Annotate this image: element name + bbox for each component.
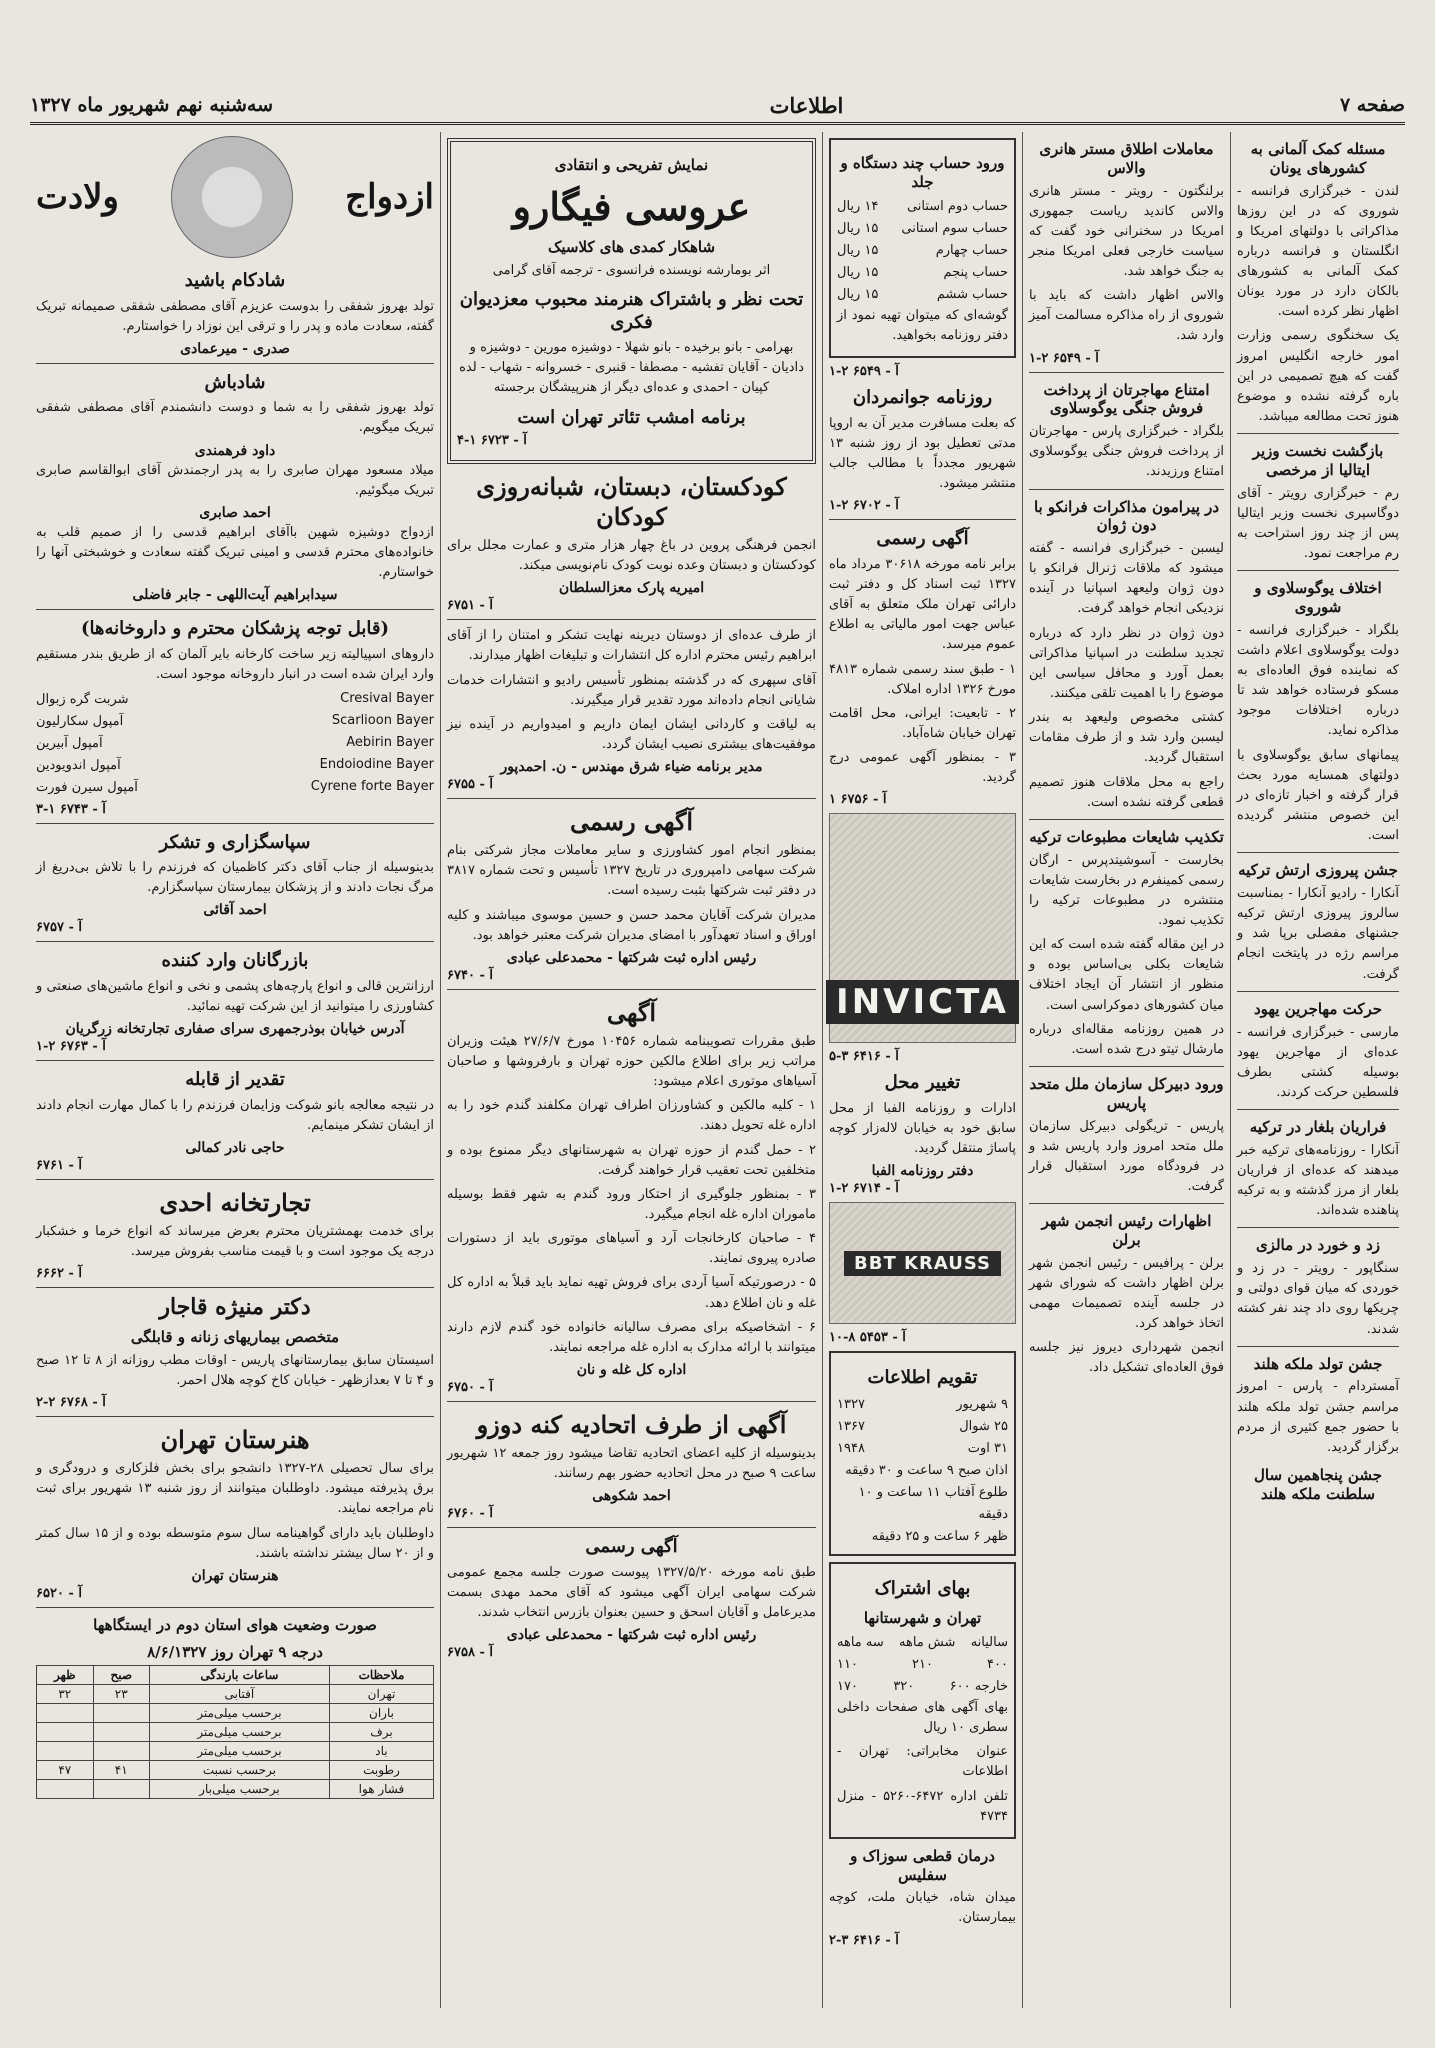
play-subtitle: شاهکار کمدی های کلاسیک [547, 238, 716, 257]
divider [1237, 991, 1399, 992]
calendar-text: ۳۱ اوت [967, 1440, 1008, 1456]
headline: در پیرامون مذاکرات فرانکو با دون ژوان [1033, 497, 1220, 535]
ad-topline: نمایش تفریحی و انتقادی [554, 156, 709, 174]
address: عنوان مخابراتی: تهران - اطلاعات [837, 1744, 1008, 1780]
headline: مسئله کمک آلمانی به کشورهای یونان [1250, 140, 1386, 177]
medicine-latin: Scarlioon Bayer [331, 713, 434, 729]
headline: تقویم اطلاعات [867, 1367, 978, 1389]
column-5 [30, 132, 440, 2008]
divider [1237, 1346, 1399, 1347]
divider [36, 1287, 434, 1288]
phone: تلفن اداره ۶۴۷۲-۵۲۶۰ - منزل ۴۷۳۴ [837, 1788, 1008, 1824]
article-text: راجع به محل ملاقات هنوز تصمیم قطعی گرفته نشده است. [1029, 774, 1224, 810]
medicine-row [36, 689, 434, 711]
article-text: بلگراد - خبرگزاری پارس - مهاجرتان از پرداخت فروش جنگی یوگوسلاوی امتناع ورزیدند. [1029, 424, 1224, 480]
article-text: در همین روزنامه مقاله‌ای درباره مارشال تیتو درج شده است. [1029, 1021, 1224, 1057]
ad-code: آ - ۶۴۱۶ ۳-۵ [829, 1049, 899, 1065]
signature: صدری - میرعمادی [180, 340, 290, 357]
headline: جشن تولد ملکه هلند [1253, 1354, 1383, 1373]
price-value: ۱۵ ریال [837, 242, 879, 258]
sub-cell: ۱۱۰ [837, 1656, 858, 1672]
sub-col: سالیانه [970, 1634, 1008, 1650]
article-text: بمنظور انجام امور کشاورزی و سایر معاملات مجاز شرکتی بنام شرکت سهامی دامپروری در تاریخ ۱۳۲۷ تأسیس و تحت شماره ۳۸۱۷ در دفتر ثبت شرکتها بثبت رسیده است. [447, 843, 817, 899]
article-text: آنکارا - رادیو آنکارا - بمناسبت سالروز پیروزی ارتش ترکیه جشنهای مفصلی برپا شد و مراسم رژه در پایتخت انجام گرفت. [1237, 886, 1399, 982]
weather-cell [93, 1723, 149, 1742]
medicine-row [36, 711, 434, 733]
calendar-row [837, 1438, 1008, 1460]
signature: رئیس اداره ثبت شرکتها - محمدعلی عبادی [506, 1627, 757, 1644]
headline: آگهی [606, 997, 657, 1027]
headline: بازرگانان وارد کننده [161, 950, 309, 972]
signature: اداره کل غله و نان [576, 1362, 687, 1378]
article-text: مدیران شرکت آقایان محمد حسن و حسین موسوی میباشند و کلیه اوراق و اسناد تعهدآور با امضای مدیران شرکت معتبر خواهد بود. [447, 907, 816, 943]
subscription-row [837, 1676, 1008, 1698]
ad-text: اثر بومارشه نویسنده فرانسوی - ترجمه آقای گرامی [492, 263, 771, 278]
article-text: بهای آگهی های صفحات داخلی سطری ۱۰ ریال [837, 1699, 1008, 1736]
headline: حرکت مهاجرین یهود [1253, 999, 1383, 1018]
ad-code: آ - ۶۷۵۶ ۱ [829, 792, 887, 808]
divider [36, 609, 434, 610]
calendar-year: ۱۳۲۷ [837, 1396, 865, 1412]
medicine-persian: آمپول اندویودین [36, 758, 121, 774]
ad-code: آ - ۶۶۶۲ [36, 1266, 82, 1282]
weather-cell [37, 1780, 94, 1799]
birth-title: ولادت [36, 177, 119, 217]
divider [36, 363, 434, 364]
medicine-latin: Cyrene forte Bayer [310, 779, 434, 795]
calendar-text: اذان صبح ۹ ساعت و ۳۰ دقیقه [845, 1463, 1008, 1479]
page-number: صفحه ۷ [1339, 94, 1405, 116]
doctor-specialty: متخصص بیماریهای زنانه و قابلگی [130, 1328, 340, 1347]
price-value: ۱۵ ریال [837, 264, 879, 280]
weather-cell: برف [329, 1723, 433, 1742]
headline: درمان قطعی سوزاک و سفلیس [850, 1846, 995, 1884]
article-text: مارسی - خبرگزاری فرانسه - عده‌ای از مهاجرین یهود بوسیله کشتی بطرف فلسطین حرکت کردند. [1237, 1024, 1399, 1100]
weather-cell: برحسب میلی‌متر [149, 1704, 329, 1723]
price-box [829, 138, 1016, 358]
article-text: والاس اظهار داشت که باید با شوروی از راه مذاکره مسالمت آمیز وارد شد. [1029, 288, 1224, 344]
wedding-birth-banner [36, 132, 434, 262]
headline: (قابل توجه پزشکان محترم و داروخانه‌ها) [81, 618, 389, 640]
weather-cell [93, 1704, 149, 1723]
article-text: آقای سپهری که در گذشته بمنظور تأسیس رادیو و انتشارات خدمات شایانی انجام داده‌اند مورد تقدیر قرار میگیرند. [447, 672, 816, 708]
article-text: آمستردام - پارس - امروز مراسم جشن تولد ملکه هلند با حضور جمع کثیری از مردم برگزار گردید. [1237, 1379, 1399, 1455]
weather-col: ظهر [37, 1666, 94, 1685]
article-text: از طرف عده‌ای از دوستان دیرینه نهایت تشکر و امتنان را از آقای ابراهیم رئیس محترم اداره کل انتشارات و تبلیغات اظهار میدارند. [447, 628, 816, 664]
calendar-row [837, 1482, 1008, 1526]
couple-illustration [171, 136, 293, 258]
weather-cell: باد [329, 1742, 433, 1761]
weather-row [37, 1742, 434, 1761]
weather-col: ملاحظات [329, 1666, 433, 1685]
article-text: ۳ - بمنظور جلوگیری از احتکار ورود گندم به شهر فقط بوسیله ماموران اداره غله انجام میگیرد. [447, 1186, 816, 1223]
headline: امتناع مهاجرتان از پرداخت فروش جنگی یوگوسلاوی [1043, 380, 1210, 418]
divider [36, 1060, 434, 1061]
weather-row [37, 1685, 434, 1704]
article-text: گوشه‌ای که میتوان تهیه نمود از دفتر روزنامه بخواهید. [837, 307, 1008, 344]
headline: آگهی از طرف اتحادیه کنه دوزو [476, 1410, 787, 1439]
weather-cell: برحسب میلی‌بار [149, 1780, 329, 1799]
signature: داود فرهمندی [194, 442, 276, 459]
article-text: برابر نامه مورخه ۳۰۶۱۸ مرداد ماه ۱۳۲۷ ثبت اسناد کل و دفتر ثبت دارائی تهران ملک متعلق به آقای عباس جهت امور مالیاتی به اطلاع عموم میرسد. [829, 556, 1016, 653]
article-text: ۱ - طبق سند رسمی شماره ۴۸۱۳ مورخ ۱۳۲۶ اداره املاک. [829, 661, 1016, 697]
article-text: برای خدمت بهمشتریان محترم بعرض میرساند که انواع خرما و خشکبار درجه یک موجود است و با قیمت مناسب بفروش میرسد. [36, 1223, 434, 1259]
ad-code: آ - ۶۵۲۰ [36, 1585, 82, 1601]
headline: ورود دبیرکل سازمان ملل متحد پاریس [1029, 1075, 1224, 1112]
ad-code: آ - ۶۷۵۰ [447, 1380, 493, 1395]
medicine-row [36, 733, 434, 755]
ad-code: آ - ۶۷۲۳ ۱-۴ [457, 433, 527, 449]
medicine-persian: شربت گره زبوال [36, 692, 129, 708]
sub-cell: خارجه ۶۰۰ [949, 1678, 1008, 1694]
sub-col: سه ماهه [837, 1634, 884, 1650]
weather-cell: ۲۳ [93, 1685, 149, 1704]
weather-cell: برحسب میلی‌متر [149, 1742, 329, 1761]
signature: احمد شکوهی [592, 1488, 671, 1505]
weather-cell: ۳۲ [37, 1685, 94, 1704]
ad-code: آ - ۶۷۵۸ [447, 1645, 493, 1661]
sub-cell: ۴۰۰ [987, 1656, 1008, 1672]
article-text: تولد بهروز شفقی را بدوست عزیزم آقای مصطفی شفقی صمیمانه تبریک گفته، سعادت ماده و پدر را و ترقی این نوزاد را خواستارم. [36, 298, 434, 334]
weather-row [37, 1704, 434, 1723]
article-text: به لیاقت و کاردانی ایشان ایمان داریم و امیدواریم در آینده نیز موفقیت‌های بیشتری نصیب ایشان گردد. [447, 716, 816, 753]
signature: مدیر برنامه ضیاء شرق مهندس - ن. احمدپور [500, 759, 763, 776]
headline: روزنامه جوانمردان [852, 387, 993, 409]
price-row [837, 196, 1008, 218]
article-text: ۳ - بمنظور آگهی عمومی درج گردید. [829, 750, 1016, 786]
krauss-logo-text: BBT KRAUSS [844, 1251, 1001, 1276]
article-text: بلگراد - خبرگزاری فرانسه - دولت یوگوسلاوی اعلام داشت که نماینده فوق العاده‌ای به مسکو فرستاده خواهد شد تا درباره اختلافات موجود مذاکره نماید. [1237, 622, 1399, 739]
weather-cell [37, 1723, 94, 1742]
divider [36, 1607, 434, 1608]
article-text: ارزانترین قالی و انواع پارچه‌های پشمی و نخی و انواع ماشین‌های صنعتی و کشاورزی را میتوانید از این شرکت تهیه نمائید. [36, 978, 434, 1014]
weather-cell [37, 1704, 94, 1723]
calendar-text: ۲۵ شوال [959, 1418, 1008, 1434]
article-text: طبق نامه مورخه ۱۳۲۷/۵/۲۰ پیوست صورت جلسه مجمع عمومی شرکت سهامی ایران آگهی میشود که آقای محمد مهدی بسمت مدیرعامل و آقایان اسحق و حسین بعنوان بازرس انتخاب شدند. [447, 1564, 816, 1621]
signature: احمد صابری [199, 504, 271, 521]
signature: احمد آقائی [203, 902, 267, 919]
article-text: انجمن فرهنگی پروین در باغ چهار هزار متری و عمارت مجلل برای کودکستان و دبستان وعده نوبت کودک نام‌نویسی میکند. [447, 538, 816, 574]
ad-code: آ - ۶۷۶۱ [36, 1157, 82, 1173]
headline: اختلاف یوگوسلاوی و شوروی [1254, 579, 1382, 616]
ad-code: آ - ۶۷۵۵ [447, 777, 493, 793]
medicine-latin: Aebirin Bayer [346, 735, 434, 751]
weather-header [37, 1666, 434, 1685]
signature: حاجی نادر کمالی [185, 1139, 285, 1156]
ad-code: آ - ۶۷۴۰ [447, 967, 493, 983]
article-text: بخارست - آسوشیتدپرس - ارگان رسمی کمینفرم در بخارست شایعات منتشره در مطبوعات ترکیه را تکذیب نمود. [1029, 852, 1224, 929]
price-label: حساب دوم استانی [906, 198, 1008, 214]
article-text: در این مقاله گفته شده است که این شایعات بکلی بی‌اساس بوده و منظور از انتشار آن ایجاد اختلاف میان کشورهای دموکراسی است. [1029, 937, 1224, 1013]
medicine-row [36, 777, 434, 799]
article-text: پیمانهای سابق یوگوسلاوی با دولتهای همسایه مورد بحث قرار گرفته و اخبار تازه‌ای در این خصوص منتشر گردیده است. [1237, 747, 1399, 844]
ad-code: آ - ۶۵۴۹ ۲-۱ [1029, 350, 1099, 366]
weather-cell: ۴۷ [37, 1761, 94, 1780]
article-text: رم - خبرگزاری رویتر - آقای دوگاسپری نخست وزیر ایتالیا پس از چند روز استراحت به رم مراجعت نمود. [1237, 485, 1399, 562]
article-text: انجمن شهرداری دیروز نیز جلسه فوق العاده‌ای تشکیل داد. [1029, 1340, 1224, 1376]
medicine-latin: Endoiodine Bayer [319, 757, 434, 773]
ad-code: آ - ۶۷۱۴ ۲-۱ [829, 1181, 899, 1197]
price-value: ۱۵ ریال [837, 286, 879, 302]
headline: صورت وضعیت هوای استان دوم در ایستگاهها [93, 1615, 377, 1634]
medicine-persian: آمپول سیرن فورت [36, 780, 138, 796]
headline: تجارتخانه احدی [159, 1187, 311, 1217]
column-3 [822, 132, 1022, 2008]
weather-col: صبح [93, 1666, 149, 1685]
price-label: حساب چهارم [935, 242, 1008, 258]
headline: تغییر محل [884, 1072, 961, 1094]
invicta-logo-text: INVICTA [826, 980, 1019, 1024]
cast-list: بهرامی - بانو برخیده - بانو شهلا - دوشیزه مورین - دوشیزه و دادیان - آقایان تفشیه - مصطفا - قنبری - خسروانه - شهاب - لده کپیان - احمدی و عده‌ای دیگر از هنرپیشگان برجسته [459, 340, 804, 396]
subscription-row [837, 1654, 1008, 1676]
price-row [837, 240, 1008, 262]
weather-cell: برحسب میلی‌متر [149, 1723, 329, 1742]
article-text: میدان شاه، خیابان ملت، کوچه بیمارستان. [829, 1890, 1016, 1926]
price-row [837, 218, 1008, 240]
subscription-box [829, 1562, 1016, 1838]
ad-code: آ - ۶۷۶۳ ۲-۱ [36, 1039, 106, 1055]
ad-code: آ - ۶۷۶۰ [447, 1506, 493, 1522]
ad-code: آ - ۶۷۶۸ ۲-۲ [36, 1395, 106, 1411]
headline: ورود حساب چند دستگاه و جلد [840, 154, 1005, 191]
article-text: میلاد مسعود مهران صابری را به پدر ارجمندش آقای ابوالقاسم صابری تبریک میگوئیم. [36, 462, 434, 498]
headline: کودکستان، دبستان، شبانه‌روزی کودکان [476, 472, 787, 532]
divider [36, 1416, 434, 1417]
wedding-title: ازدواج [345, 177, 434, 217]
play-title: عروسی فیگارو [512, 183, 751, 229]
article-text: آنکارا - روزنامه‌های ترکیه خبر میدهند که عده‌ای از فراریان بلغار از مرز گذشته و به ترکیه پناهنده شده‌اند. [1237, 1142, 1399, 1219]
price-label: حساب ششم [936, 286, 1008, 302]
headline: آگهی رسمی [876, 528, 969, 550]
subheadline: درجه ۹ تهران روز ۸/۶/۱۳۲۷ [147, 1642, 323, 1661]
ad-code: آ - ۶۷۴۳ ۱-۳ [36, 801, 106, 817]
calendar-row [837, 1460, 1008, 1482]
invicta-ad-image [829, 813, 1016, 1043]
weather-row [37, 1761, 434, 1780]
article-text: تولد بهروز شفقی را به شما و دوست دانشمندم آقای مصطفی شفقی تبریک میگویم. [36, 400, 434, 436]
calendar-text: ۹ شهریور [956, 1396, 1008, 1412]
article-text: کشتی مخصوص ولیعهد به بندر لیسبن وارد شد و از طرف مقامات استقبال گردید. [1029, 710, 1224, 766]
medicine-latin: Cresival Bayer [340, 691, 434, 707]
divider [447, 798, 816, 799]
ad-code: آ - ۶۵۴۹ ۲-۱ [829, 364, 899, 380]
ad-code: آ - ۶۷۵۱ [447, 598, 493, 614]
krauss-ad-image [829, 1202, 1016, 1324]
signature: آدرس خیابان بوذرجمهری سرای صفاری تجارتخانه زرگریان [65, 1021, 405, 1038]
ad-code: آ - ۵۴۵۳ ۸-۱۰ [829, 1330, 906, 1346]
price-row [837, 262, 1008, 284]
calendar-year: ۱۹۴۸ [837, 1440, 865, 1456]
article-text: برای سال تحصیلی ۲۸-۱۳۲۷ دانشجو برای بخش فلزکاری و درودگری و برق پذیرفته میشود. داوطلبان میتوانند از روز شنبه ۱۳ شهریور برای ثبت نام مراجعه نمایند. [36, 1461, 435, 1517]
sub-cell: ۳۲۰ [893, 1678, 915, 1694]
divider [36, 823, 434, 824]
article-text: بدینوسیله از کلیه اعضای اتحادیه تقاضا میشود روز جمعه ۱۲ شهریور ساعت ۹ صبح در محل اتحادیه حضور بهم رسانند. [447, 1446, 816, 1482]
medicine-persian: آمپول سکارلیون [36, 714, 124, 730]
subscription-header [837, 1632, 1008, 1654]
headline: معاملات اطلاق مستر هانری والاس [1039, 140, 1214, 177]
divider [1237, 433, 1399, 434]
headline: جشن پیروزی ارتش ترکیه [1238, 861, 1398, 880]
calendar-text: ظهر ۶ ساعت و ۲۵ دقیقه [871, 1529, 1008, 1545]
divider [1237, 1109, 1399, 1110]
calendar-row [837, 1416, 1008, 1438]
weather-cell: رطوبت [329, 1761, 433, 1780]
signature: دفتر روزنامه الفبا [871, 1163, 974, 1180]
ad-code: آ - ۶۷۵۷ [36, 920, 82, 936]
divider [447, 989, 816, 990]
sub-cell: ۱۷۰ [837, 1678, 858, 1694]
article-text: ازدواج دوشیزه شهین باآقای ابراهیم قدسی را از صمیم قلب به خانواده‌های محترم قدسی و امینی تبریک گفته سعادت و خوشبختی آنها را خواستارم. [36, 524, 434, 581]
article-text: برلنگتون - رویتر - مستر هانری والاس کاندید ریاست جمهوری امریکا در سخنرانی خود گفت که سیاست خارجی فعلی امریکا منجر به جنگ خواهد شد. [1029, 183, 1224, 280]
headline: سپاسگزاری و تشکر [159, 831, 311, 853]
article-text: لندن - خبرگزاری فرانسه - شوروی که در این روزها مذاکراتی با دولتهای امریکا و انگلستان و فرانسه درباره کمک آلمانی به کشورهای بالکان دارد در مورد یونان اظهار نظر کرده است. [1237, 183, 1399, 320]
weather-row [37, 1780, 434, 1799]
weather-col: ساعات بارندگی [149, 1666, 329, 1685]
headline: شادباش [204, 371, 266, 393]
divider [447, 1401, 816, 1402]
calendar-row [837, 1394, 1008, 1416]
article-text: داروهای اسپیالیته زیر ساخت کارخانه بایر آلمان که از طریق بندر مستقیم وارد ایران شده است در انبار داروخانه موجود است. [36, 646, 434, 682]
headline: بازگشت نخست وزیر ایتالیا از مرخصی [1252, 442, 1384, 479]
issue-date: سه‌شنبه نهم شهریور ماه ۱۳۲۷ [30, 94, 274, 116]
weather-cell: باران [329, 1704, 433, 1723]
weather-cell [37, 1742, 94, 1761]
signature: امیریه پارک معزالسلطان [558, 580, 705, 597]
weather-cell [93, 1780, 149, 1799]
headline: آگهی رسمی [585, 1536, 678, 1558]
calendar-year: ۱۳۶۷ [837, 1418, 865, 1434]
article-text: اسیستان سابق بیمارستانهای پاریس - اوقات مطب روزانه از ۸ تا ۱۲ صبح و ۴ تا ۷ بعدازظهر - خیابان کاخ کوچه هلال احمر. [36, 1352, 434, 1389]
divider [36, 941, 434, 942]
article-text: ۲ - تابعیت: ایرانی، محل اقامت تهران خیابان شاه‌آباد. [829, 705, 1016, 741]
signature: رئیس اداره ثبت شرکتها - محمدعلی عبادی [506, 949, 757, 966]
weather-cell: برحسب نسبت [149, 1761, 329, 1780]
article-text: بدینوسیله از جناب آقای دکتر کاظمیان که فرزندم را با تلاش بی‌دریغ از مرگ نجات دادند و از پزشکان بیمارستان سپاسگزارم. [36, 860, 434, 896]
medicine-persian: آمپول آبیرین [36, 736, 103, 752]
divider [36, 1179, 434, 1180]
article-text: طبق مقررات تصویبنامه شماره ۱۰۴۵۶ مورخ ۲۷/۶/۷ هیئت وزیران مراتب زیر برای اطلاع مالکین حوزه تهران و بارفروشها و صاحبان آسیاهای موتوری اعلام میشود: [447, 1033, 816, 1090]
article-text: ۶ - اشخاصیکه برای مصرف سالیانه خانواده خود گندم لازم دارند میتوانند با ارائه مدارک به اداره غله مراجعه نمایند. [447, 1319, 816, 1355]
article-text: دون ژوان در نظر دارد که درباره تجدید سلطنت در اسپانیا مذاکراتی بعمل آورد و محافل سیاسی این موضوع را با اهمیت تلقی میکنند. [1029, 625, 1224, 702]
divider [1237, 1227, 1399, 1228]
doctor-name: دکتر منیژه قاجار [159, 1294, 311, 1321]
weather-table [36, 1665, 434, 1799]
divider [1029, 1066, 1224, 1067]
weather-row [37, 1723, 434, 1742]
headline: تکذیب شایعات مطبوعات ترکیه [1029, 827, 1224, 846]
headline: فراریان بلغار در ترکیه [1249, 1118, 1387, 1137]
article-text: داوطلبان باید دارای گواهینامه سال سوم متوسطه بوده و از ۱۵ سال کمتر و از ۲۰ سال بیشتر نداشته باشند. [36, 1525, 434, 1561]
subheadline: تهران و شهرستانها [863, 1608, 982, 1627]
column-2 [1022, 132, 1230, 2008]
calendar-box [829, 1351, 1016, 1556]
headline: هنرستان تهران [160, 1425, 310, 1455]
signature: هنرستان تهران [191, 1567, 279, 1584]
article-text: پاریس - تریگولی دبیرکل سازمان ملل متحد امروز وارد پاریس شد و در فرودگاه مورد استقبال قرار گرفت. [1029, 1118, 1224, 1194]
medicine-row [36, 755, 434, 777]
ad-footer: برنامه امشب تئاتر تهران است [517, 406, 746, 428]
headline: زد و خورد در مالزی [1255, 1236, 1381, 1255]
article-text: لیسبن - خبرگزاری فرانسه - گفته میشود که ملاقات ژنرال فرانکو با دون ژوان ولیعهد اسپانیا در آینده نزدیکی انجام خواهد گرفت. [1029, 541, 1224, 617]
article-text: ۴ - صاحبان کارخانجات آرد و آسیاهای موتوری باید از دستورات صادره پیروی نمایند. [447, 1231, 816, 1267]
price-value: ۱۴ ریال [837, 198, 879, 214]
divider [447, 1527, 816, 1528]
article-text: ۲ - حمل گندم از حوزه تهران به شهرستانهای دیگر ممنوع بوده و متخلفین تحت تعقیب قرار خواهند گرفت. [447, 1142, 816, 1178]
theater-ad [447, 138, 816, 464]
column-1 [1230, 132, 1405, 2008]
weather-cell: فشار هوا [329, 1780, 433, 1799]
headline: اظهارات رئیس انجمن شهر برلن [1041, 1212, 1212, 1249]
price-row [837, 284, 1008, 306]
sub-cell: ۲۱۰ [912, 1656, 933, 1672]
article-text: که بعلت مسافرت مدیر آن به اروپا مدتی تعطیل بود از روز شنبه ۱۳ شهریور مجدداً با مطالب جالب منتشر میشود. [829, 415, 1016, 492]
headline: آگهی رسمی [569, 807, 694, 837]
price-label: حساب سوم استانی [901, 220, 1008, 236]
price-value: ۱۵ ریال [837, 220, 879, 236]
article-text: در نتیجه معالجه بانو شوکت وزایمان فرزندم را با کمال مهارت انجام دادند از ایشان تشکر مینمایم. [36, 1097, 434, 1133]
headline: شادکام باشید [184, 270, 286, 291]
weather-cell: ۴۱ [93, 1761, 149, 1780]
weather-cell [93, 1742, 149, 1761]
weather-cell: تهران [329, 1685, 433, 1704]
weather-cell: آفتابی [149, 1685, 329, 1704]
sub-col: شش ماهه [899, 1634, 956, 1650]
headline: تقدیر از قابله [185, 1069, 285, 1091]
headline: جشن پنجاهمین سال سلطنت ملکه هلند [1253, 1466, 1383, 1503]
article-text: ۱ - کلیه مالکین و کشاورزان اطراف تهران مکلفند گندم خود را به اداره غله تحویل دهند. [447, 1098, 816, 1134]
ad-text-bold: تحت نظر و باشتراک هنرمند محبوب معزدیوان فکری [459, 289, 804, 333]
divider [1029, 819, 1224, 820]
ad-code: آ - ۶۷۰۲ ۲-۱ [829, 498, 899, 514]
price-label: حساب پنجم [943, 264, 1008, 280]
masthead [30, 88, 1405, 125]
article-text: یک سخنگوی رسمی وزارت امور خارجه انگلیس امروز گفت که هیچ تصمیمی در این باره گرفته نشده و موضوع هنوز تحت مطالعه میباشد. [1237, 328, 1399, 425]
article-text: ادارات و روزنامه الفبا از محل سابق خود به خیابان لاله‌زار کوچه پاساژ منتقل گردید. [829, 1100, 1016, 1157]
article-text: سنگاپور - رویتر - در زد و خوردی که میان قوای دولتی و چریکها روی داد چند نفر کشته شدند. [1237, 1261, 1399, 1337]
article-text: برلن - پرافیس - رئیس انجمن شهر برلن اظهار داشت که شورای شهر در جلسه آینده تصمیمات مهمی اتخاذ خواهد کرد. [1029, 1255, 1224, 1332]
paper-name: اطلاعات [769, 92, 844, 118]
divider [1029, 489, 1224, 490]
article-text: ۵ - درصورتیکه آسیا آردی برای فروش تهیه نماید باید قبلاً به اداره کل غله و نان اطلاع دهد. [447, 1275, 816, 1311]
signature: سیدابراهیم آیت‌اللهی - جابر فاضلی [132, 587, 338, 604]
ad-code: آ - ۶۴۱۶ ۳-۲ [829, 1932, 899, 1948]
divider [1029, 372, 1224, 373]
column-4 [440, 132, 822, 2008]
calendar-row [837, 1526, 1008, 1548]
divider [1029, 1203, 1224, 1204]
divider [447, 619, 816, 620]
headline: بهای اشتراک [874, 1578, 971, 1600]
calendar-text: طلوع آفتاب ۱۱ ساعت و ۱۰ دقیقه [858, 1485, 1008, 1523]
divider [1237, 570, 1399, 571]
divider [829, 519, 1016, 520]
divider [1237, 852, 1399, 853]
